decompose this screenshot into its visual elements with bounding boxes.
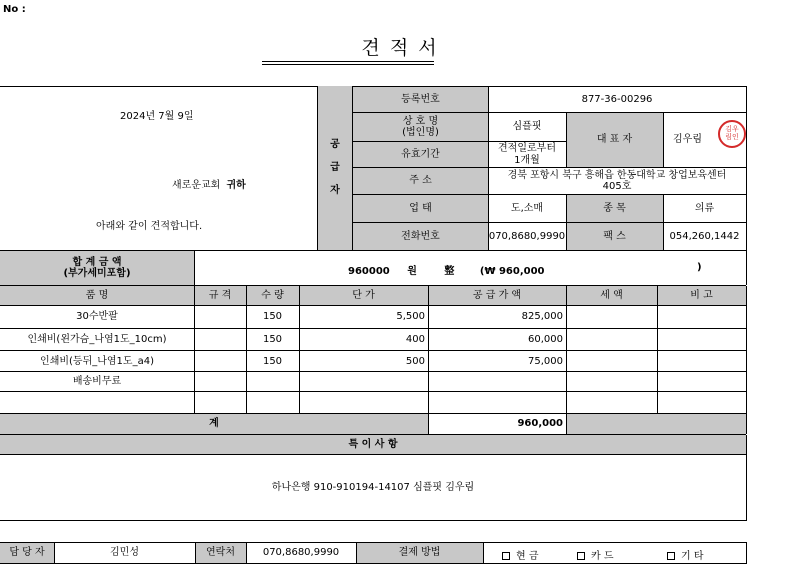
item-qty: 150	[262, 311, 283, 323]
phone: 070,8680,9990	[488, 230, 566, 242]
table-vline	[246, 286, 247, 413]
honorific: 귀하	[226, 180, 246, 191]
manager-name: 김민성	[110, 547, 139, 559]
total-amount-number: 960000	[348, 266, 390, 277]
payment-other-label: 기 타	[681, 551, 704, 562]
right-border	[746, 86, 747, 251]
footer-vline	[54, 543, 55, 563]
supplier-vline	[566, 113, 567, 167]
recipient-name: 새로운교회	[172, 180, 221, 191]
sum-filler	[567, 414, 746, 434]
company-label: 상 호 명 (법인명)	[353, 113, 488, 141]
sum-vline	[566, 414, 567, 434]
footer-vline	[483, 543, 484, 563]
special-bottom-line	[0, 520, 747, 521]
header-note: 비 고	[690, 289, 713, 301]
payment-cash-label: 현 금	[516, 551, 539, 562]
footer-vline	[195, 543, 196, 563]
quote-date: 2024년 7월 9일	[120, 111, 194, 122]
payment-label: 결제 방법	[356, 543, 483, 563]
total-amount	[348, 262, 545, 277]
table-vline	[657, 286, 658, 413]
item-name: 배송비무료	[72, 375, 122, 387]
item-unit-price: 500	[405, 355, 425, 367]
sum-value: 960,000	[517, 418, 563, 430]
item-supply: 825,000	[521, 311, 563, 323]
fax: 054,260,1442	[669, 230, 740, 242]
validity: 견적일로부터 1개월	[498, 143, 556, 166]
payment-card-label: 카 드	[591, 551, 614, 562]
total-jeong: 整	[444, 266, 455, 277]
total-paren-close: )	[697, 262, 702, 273]
table-vline	[299, 286, 300, 413]
reg-no: 877-36-00296	[581, 93, 653, 105]
supplier-vline	[488, 87, 489, 250]
total-amount-paren: (₩ 960,000	[479, 266, 545, 277]
contact-label: 연락처	[195, 543, 246, 563]
title-underline-2	[262, 64, 434, 65]
total-won: 원	[407, 266, 417, 277]
footer-bottom-line	[0, 563, 746, 564]
total-divider	[194, 251, 195, 285]
address: 경북 포항시 북구 흥해읍 한동대학교 창업보육센터 405호	[507, 169, 727, 192]
special-text: 하나은행 910-910194-14107 심플핏 김우림	[271, 481, 475, 493]
right-border	[746, 542, 747, 564]
item-qty: 150	[262, 334, 283, 346]
table-row-line	[0, 391, 746, 392]
ceo-name: 김우림	[673, 134, 702, 146]
recipient	[172, 176, 246, 191]
business-type: 도,소매	[510, 202, 544, 214]
checkbox-icon[interactable]	[667, 552, 675, 560]
header-tax: 세 액	[600, 289, 623, 301]
fax-label: 팩 스	[566, 223, 663, 250]
reg-no-label: 등록번호	[353, 87, 488, 112]
header-unit-price: 단 가	[352, 289, 375, 301]
intro-note: 아래와 같이 견적합니다.	[96, 221, 203, 232]
phone-label: 전화번호	[353, 223, 488, 250]
item-name: 30수반팔	[76, 311, 118, 323]
footer-vline	[246, 543, 247, 563]
checkbox-icon[interactable]	[502, 552, 510, 560]
item-supply: 75,000	[528, 355, 563, 367]
supplier-vline	[663, 113, 664, 167]
contact-value: 070,8680,9990	[262, 547, 340, 559]
supplier-vline	[663, 195, 664, 250]
header-item-name: 품 명	[85, 289, 109, 301]
title-underline-1	[262, 61, 434, 62]
ceo-label: 대 표 자	[566, 113, 663, 167]
seal-stamp: 김우 림인	[718, 120, 746, 148]
header-qty: 수 량	[261, 289, 284, 301]
checkbox-icon[interactable]	[577, 552, 585, 560]
item-name: 인쇄비(등뒤_나염1도_a4)	[40, 355, 154, 367]
category: 의류	[694, 202, 715, 214]
total-label: 합 계 금 액 (부가세미포함)	[0, 251, 194, 285]
payment-card-option[interactable]	[577, 547, 614, 562]
no-label: No :	[3, 4, 26, 15]
table-row-line	[0, 350, 746, 351]
header-supply-amount: 공 급 가 액	[472, 289, 522, 301]
page-title: 견 적 서	[361, 37, 439, 59]
company-name: 심플핏	[512, 121, 542, 133]
item-name: 인쇄비(왼가슴_나염1도_10cm)	[27, 334, 167, 346]
validity-label: 유효기간	[353, 142, 488, 167]
header-spec: 규 격	[208, 289, 232, 301]
sum-vline	[428, 414, 429, 434]
payment-cash-option[interactable]	[502, 547, 539, 562]
payment-other-option[interactable]	[667, 547, 704, 562]
table-vline	[566, 286, 567, 413]
right-border	[746, 286, 747, 434]
table-header-line	[0, 305, 746, 306]
business-label: 업 태	[353, 195, 488, 222]
manager-label: 담 당 자	[0, 543, 54, 563]
table-vline	[428, 286, 429, 413]
sum-label: 계	[0, 414, 428, 434]
item-unit-price: 5,500	[396, 311, 425, 323]
category-label: 종 목	[566, 195, 663, 222]
item-supply: 60,000	[528, 334, 563, 346]
item-unit-price: 400	[405, 334, 425, 346]
right-border	[746, 251, 747, 285]
supplier-side-label: 공 급 자	[317, 86, 352, 250]
footer-vline	[356, 543, 357, 563]
table-vline	[194, 286, 195, 413]
table-row-line	[0, 328, 746, 329]
supplier-row-line	[353, 141, 566, 142]
item-qty: 150	[262, 355, 283, 367]
address-label: 주 소	[353, 168, 488, 194]
supplier-vline	[566, 195, 567, 250]
special-label: 특 이 사 항	[0, 435, 746, 454]
right-border	[746, 435, 747, 521]
